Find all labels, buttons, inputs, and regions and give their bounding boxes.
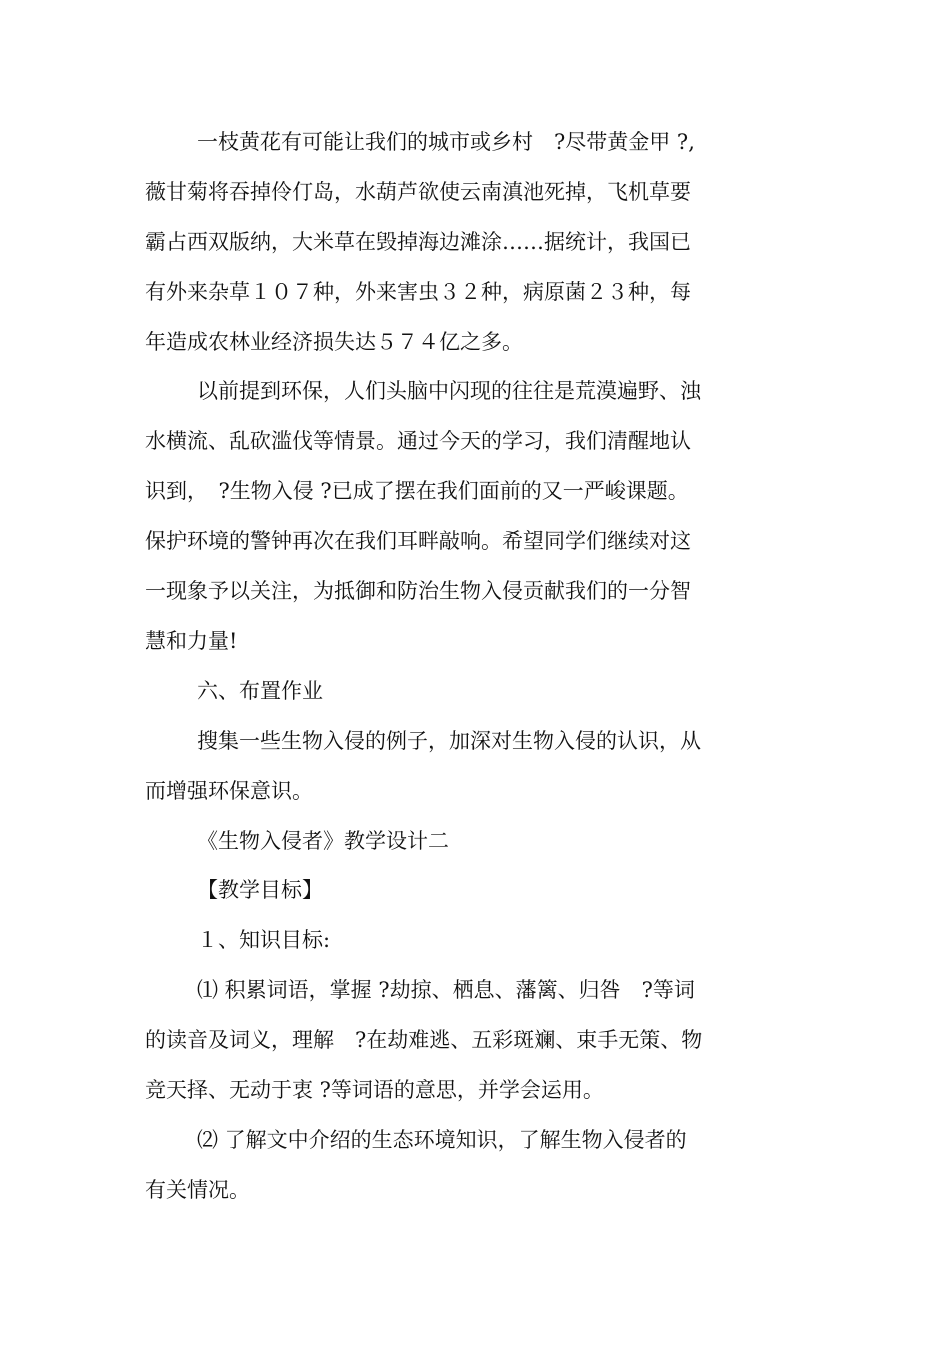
text-line: 有关情况。 bbox=[145, 1178, 250, 1202]
text-line: 有外来杂草１０７种，外来害虫３２种，病原菌２３种，每 bbox=[145, 280, 691, 304]
text-line: 以前提到环保，人们头脑中闪现的往往是荒漠遍野、浊 bbox=[197, 379, 701, 403]
document-subtitle bbox=[145, 816, 755, 866]
text-line: 【教学目标】 bbox=[197, 878, 323, 902]
text-line: 一现象予以关注，为抵御和防治生物入侵贡献我们的一分智 bbox=[145, 579, 691, 603]
paragraph-environmental-protection bbox=[145, 366, 755, 666]
text-line: 的读音及词义，理解 ?在劫难逃、五彩斑斓、束手无策、物 bbox=[145, 1028, 703, 1052]
section-heading-homework bbox=[145, 666, 755, 716]
text-line: 薇甘菊将吞掉伶仃岛，水葫芦欲使云南滇池死掉，飞机草要 bbox=[145, 180, 691, 204]
list-item-ecology bbox=[145, 1115, 755, 1215]
paragraph-homework bbox=[145, 716, 755, 816]
text-line: 搜集一些生物入侵的例子，加深对生物入侵的认识，从 bbox=[197, 729, 701, 753]
text-line: 年造成农林业经济损失达５７４亿之多。 bbox=[145, 330, 523, 354]
list-item-vocabulary bbox=[145, 965, 755, 1115]
list-heading-knowledge bbox=[145, 915, 755, 965]
text-line: 《生物入侵者》教学设计二 bbox=[197, 829, 449, 853]
text-line: ⑵ 了解文中介绍的生态环境知识，了解生物入侵者的 bbox=[197, 1128, 687, 1152]
text-line: 一枝黄花有可能让我们的城市或乡村 ?尽带黄金甲 ?, bbox=[197, 130, 695, 154]
text-line: 识到， ?生物入侵 ?已成了摆在我们面前的又一严峻课题。 bbox=[145, 479, 689, 503]
text-line: 竞天择、无动于衷 ?等词语的意思，并学会运用。 bbox=[145, 1078, 604, 1102]
text-line: 慧和力量! bbox=[145, 629, 238, 653]
paragraph-invasive-species-stats bbox=[145, 117, 755, 367]
text-line: ⑴ 积累词语，掌握 ?劫掠、栖息、藩篱、归咎 ?等词 bbox=[197, 978, 695, 1002]
text-line: 而增强环保意识。 bbox=[145, 779, 313, 803]
text-line: 霸占西双版纳，大米草在毁掉海边滩涂……据统计，我国已 bbox=[145, 230, 691, 254]
section-heading-objectives bbox=[145, 865, 755, 915]
text-line: １、知识目标: bbox=[197, 928, 331, 952]
text-line: 六、布置作业 bbox=[197, 679, 323, 703]
text-line: 保护环境的警钟再次在我们耳畔敲响。希望同学们继续对这 bbox=[145, 529, 691, 553]
text-line: 水横流、乱砍滥伐等情景。通过今天的学习，我们清醒地认 bbox=[145, 429, 691, 453]
